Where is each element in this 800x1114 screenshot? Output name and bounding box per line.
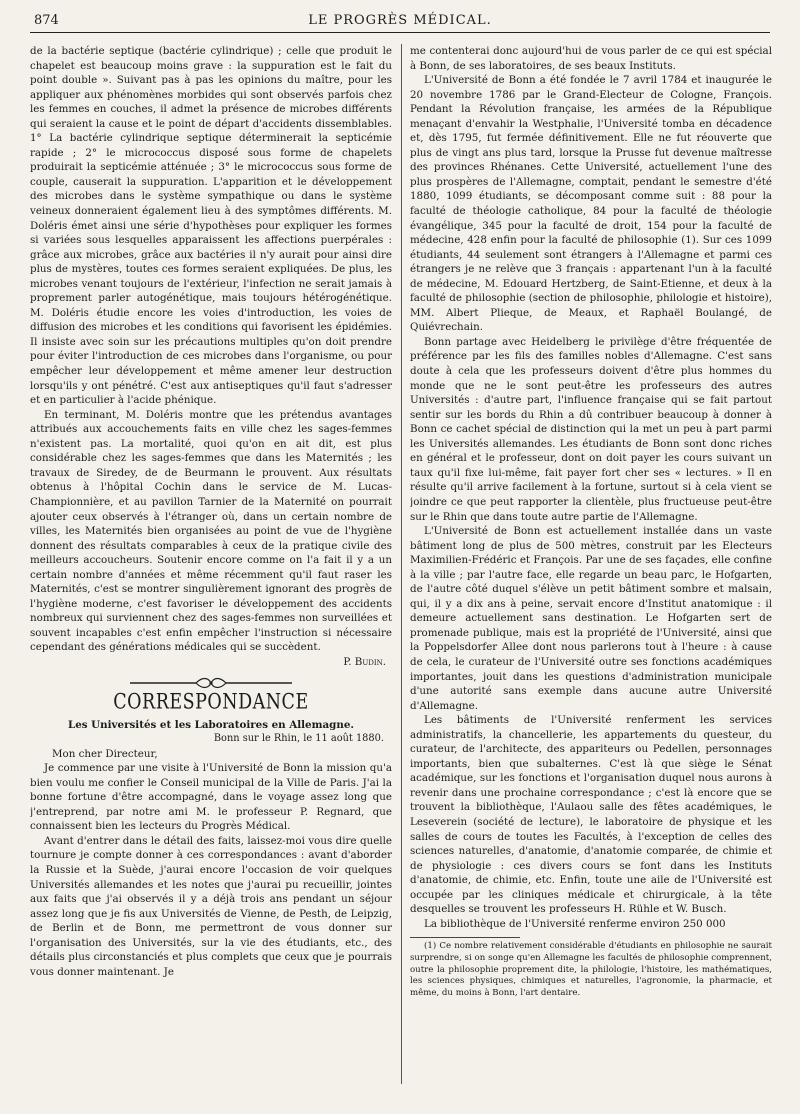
paragraph-right-4: L'Université de Bonn est actuellement installée dans un vaste bâtiment long de plus de 500 mètres, construit par les Electeurs Maximilien-Frédéric et François. Par une de ses façades, elle confine à la ville ; par l'autre face, elle regarde un beau parc, le Hofgarten, de l'autre côté duquel s'élève un petit bâtiment sombre et malsain, qui, il y a dix ans à peine, servait encore d'Institut anatomique : il demeure actuellement sans destination. Le Hofgarten sert de promenade publique, mais est la propriété de l'Université, ainsi que la Poppelsdorfer Allee dont nous parlerons tout à l'heure : à cause de cela, le curateur de l'Université outre ses fonctions académiques importantes, jouit dans les questions d'administration municipale d'une autorité sans exemple dans aucune autre Université d'Allemagne. bbox=[410, 525, 772, 712]
paragraph-right-5: Les bâtiments de l'Université renferment les services administratifs, la chancellerie, les appartements du questeur, du curateur, de l'architecte, des appariteurs ou Pedellen, personnages importants, bien que subalternes. C'est là que siège le Sénat académique, sur les fonctions et l'organisation duquel nous aurons à revenir dans une prochaine correspondance ; c'est là encore que se trouvent la bibliothèque, l'Aulaou salle des fêtes académiques, le Leseverein (société de lecture), le laboratoire de physique et les salles de cours de toutes les Facultés, à l'exception de celles des sciences naturelles, d'anatomie, d'anatomie comparée, de chimie et de physiologie : ces divers cours se font dans les Instituts d'anatomie, de chimie, etc. Enfin, toute une aile de l'Université est occupée par les cliniques médicale et chirurgicale, à la tête desquelles se trouvent les professeurs H. Rühle et W. Busch. bbox=[410, 714, 772, 916]
paragraph-left-2: En terminant, M. Doléris montre que les prétendus avantages attribués aux accouchements faits en ville chez les sages-femmes n'existent pas. La mortalité, quoi qu'on en ait dit, est plus considérable chez les sages-femmes que dans les Maternités ; les travaux de Siredey, de de Beurmann le prouvent. Aux résultats obtenus à l'hôpital Cochin dans le service de M. Lucas-Championnière, et au pavillon Tarnier de la Maternité on pourrait ajouter ceux observés à l'étranger où, dans un certain nombre de villes, les Maternités bien organisées au point de vue de l'hygiène donnent des résultats comparables à ceux de la pratique civile des meilleurs accoucheurs. Soutenir encore comme on l'a fait il y a un certain nombre d'années et même récemment qu'il faut raser les Maternités, c'est se montrer singulièrement ignorant des progrès de l'hygiène moderne, c'est favoriser le développement des accidents nombreux qui surviennent chez des sages-femmes non surveillées et souvent incapables c'est enfin empêcher l'instruction si nécessaire cependant des générations médicales qui se succèdent. bbox=[30, 408, 392, 654]
footnote-divider bbox=[410, 937, 520, 938]
paragraph-right-1: me contenterai donc aujourd'hui de vous parler de ce qui est spécial à Bonn, de ses laboratoires, de ses beaux Instituts. bbox=[410, 45, 772, 72]
paragraph-right-3: Bonn partage avec Heidelberg le privilège d'être fréquentée de préférence par les fils des familles nobles d'Allemagne. C'est sans doute à cela que les professeurs doivent d'être plus hommes du monde que ne le sont peut-être les professeurs des autres Universités : d'autre part, l'influence française qui se fait partout sentir sur les bords du Rhin a dû contribuer beaucoup à donner à Bonn ce cachet spécial de distinction qui la met un peu à part parmi les Universités allemandes. Les étudiants de Bonn sont donc riches en général et le professeur, dont on doit payer les cours suivant un taux qu'il fixe lui-même, fait payer fort cher ses « lectures. » Il en résulte qu'il arrive facilement à la fortune, surtout si à cela vient se joindre ce que peut rapporter la clientèle, plus fructueuse peut-être sur le Rhin que dans toute autre partie de l'Allemagne. bbox=[410, 335, 772, 523]
paragraph-right-6: La bibliothèque de l'Université renferme environ 250 000 bbox=[424, 917, 726, 930]
left-column bbox=[30, 44, 392, 1089]
right-column bbox=[410, 44, 772, 1089]
page-number: 874 bbox=[34, 13, 59, 28]
two-column-body bbox=[30, 44, 772, 1089]
salutation: Mon cher Directeur, bbox=[52, 747, 158, 760]
section-title: CORRESPONDANCE bbox=[113, 689, 309, 715]
footnote: (1) Ce nombre relativement considérable d'étudiants en philosophie ne saurait surprendre, si on songe qu'en Allemagne les facultés de philosophie comprennent, outre la philosophie proprement dite, la philologie, l'histoire, les mathématiques, les sciences physiques, chimiques et naturelles, l'agronomie, la pharmacie, et même, du moins à Bonn, l'art dentaire. bbox=[410, 941, 772, 998]
author-signature: P. Budin. bbox=[343, 655, 386, 668]
column-divider bbox=[401, 44, 402, 1084]
running-head bbox=[30, 10, 770, 33]
paragraph-left-1: de la bactérie septique (bactérie cylindrique) ; celle que produit le chapelet est beaucoup moins grave : la suppuration est le fait du point double ». Suivant pas à pas les opinions du maître, pour les appliquer aux phénomènes morbides qui sont observés parfois chez les femmes en couches, il admet la présence de microbes différents qui seraient la cause et le point de départ d'accidents dissemblables. 1° La bactérie cylindrique septique déterminerait la septicémie rapide ; 2° le micrococcus disposé sous forme de chapelets produirait la septicémie atténuée ; 3° le micrococcus sous forme de couple, causerait la suppuration. L'apparition et le développement des microbes dans le système sympathique ou dans le système veineux donneraient également lieu à des symptômes différents. M. Doléris émet ainsi une série d'hypothèses pour expliquer les formes si variées sous lesquelles apparaissent les affections puerpérales : grâce aux microbes, grâce aux bactéries il n'y aurait pour ainsi dire plus de mystères, toutes ces formes seraient expliquées. De plus, les microbes venant toujours de l'extérieur, l'infection ne serait jamais à proprement parler autogénétique, mais toujours hétérogénétique. M. Doléris étudie encore les voies d'introduction, les voies de diffusion des microbes et les conditions qui favorisent les épidémies. Il insiste avec soin sur les précautions multiples qu'on doit prendre pour éviter l'introduction de ces microbes dans l'organisme, ou pour empêcher leur développement et même amener leur destruction lorsqu'ils y ont pénétré. C'est aux antiseptiques qu'il faut s'adresser et en particulier à l'acide phénique. bbox=[30, 45, 392, 407]
paragraph-left-3: Je commence par une visite à l'Université de Bonn la mission qu'a bien voulu me confier le Conseil municipal de la Ville de Paris. J'ai la bonne fortune d'être accompagné, dans le voyage assez long que j'entreprend, par notre ami M. le professeur P. Regnard, que connaissent bien les lecteurs du Progrès Médical. bbox=[30, 762, 392, 833]
dateline: Bonn sur le Rhin, le 11 août 1880. bbox=[213, 733, 384, 745]
article-title: Les Universités et les Laboratoires en Allemagne. bbox=[68, 718, 354, 731]
journal-title: LE PROGRÈS MÉDICAL. bbox=[308, 13, 492, 28]
paragraph-left-4: Avant d'entrer dans le détail des faits, laissez-moi vous dire quelle tournure je compte donner à ces correspondances : avant d'aborder la Russie et la Suède, j'aurai encore l'occasion de voir quelques Universités allemandes et les notes que j'aurai pu recueillir, jointes aux faits que j'ai observés il y a déjà trois ans pendant un séjour assez long que je fis aux Universités de Vienne, de Pesth, de Leipzig, de Berlin et de Bonn, me permettront de vous donner sur l'organisation des Universités, sur la vie des étudiants, etc., des détails plus circonstanciés et plus complets que ceux que je pourrais vous donner maintenant. Je bbox=[30, 834, 392, 978]
paragraph-right-2: L'Université de Bonn a été fondée le 7 avril 1784 et inaugurée le 20 novembre 1786 par le Grand-Electeur de Cologne, François. Pendant la Révolution française, les armées de la République menaçant d'envahir la Westphalie, l'Université tomba en décadence et, dès 1795, fut fermée définitivement. Elle ne fut réouverte que plus de vingt ans plus tard, lorsque la Prusse fut devenue maîtresse des provinces Rhénanes. Cette Université, actuellement l'une des plus prospères de l'Allemagne, comptait, pendant le semestre d'été 1880, 1099 étudiants, se décomposant comme suit : 88 pour la faculté de théologie catholique, 84 pour la faculté de théologie évangélique, 345 pour la faculté de droit, 154 pour la faculté de médecine, 428 enfin pour la faculté de philosophie (1). Sur ces 1099 étudiants, 44 seulement sont étrangers à l'Allemagne et parmi ces étrangers je ne relève que 3 français : appartenant l'un à la faculté de médecine, M. Edouard Hertzberg, de Saint-Etienne, et deux à la faculté de philosophie (section de philosophie, philologie et histoire), MM. Albert Plieque, de Meaux, et Raphaël Boulangé, de Quiévrechain. bbox=[410, 74, 772, 334]
ornamental-rule-icon bbox=[126, 677, 296, 689]
